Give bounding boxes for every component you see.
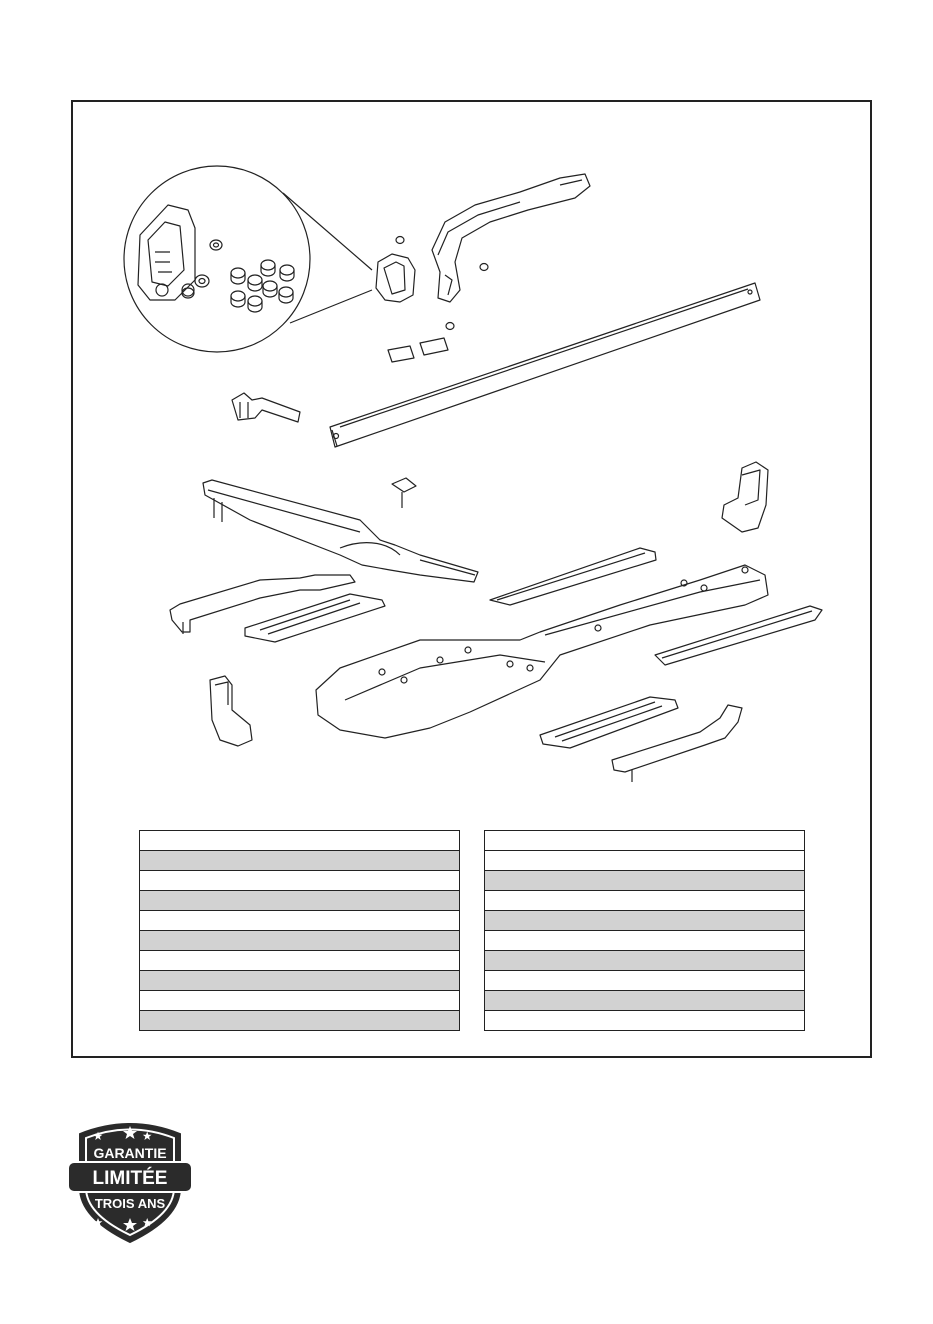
table-row bbox=[140, 851, 459, 871]
angle-fence bbox=[203, 480, 478, 582]
table-row bbox=[140, 931, 459, 951]
tile-pad-right bbox=[540, 697, 678, 748]
tile-pad-left bbox=[245, 594, 385, 642]
parts-table-left bbox=[139, 830, 460, 1031]
table-row bbox=[485, 1011, 804, 1031]
table-row bbox=[140, 891, 459, 911]
table-row bbox=[485, 871, 804, 891]
table-row bbox=[485, 891, 804, 911]
warranty-badge bbox=[68, 1118, 192, 1244]
table-row bbox=[140, 1011, 459, 1031]
table-row bbox=[485, 931, 804, 951]
table-row bbox=[485, 991, 804, 1011]
lock-knob bbox=[392, 478, 416, 508]
parts-table-right bbox=[484, 830, 805, 1031]
upright-support-right bbox=[722, 462, 768, 532]
badge-line-1: GARANTIE bbox=[93, 1145, 167, 1161]
badge-line-3: TROIS ANS bbox=[94, 1196, 166, 1211]
latch-clip bbox=[232, 393, 300, 422]
guide-rail bbox=[330, 283, 760, 447]
table-row bbox=[485, 911, 804, 931]
table-row bbox=[485, 831, 804, 851]
table-row bbox=[140, 871, 459, 891]
slider-blocks bbox=[388, 338, 448, 362]
table-row bbox=[140, 951, 459, 971]
table-row bbox=[485, 951, 804, 971]
table-row bbox=[140, 831, 459, 851]
badge-line-2: LIMITÉE bbox=[92, 1168, 168, 1189]
table-row bbox=[140, 911, 459, 931]
table-row bbox=[140, 991, 459, 1011]
upright-support-left bbox=[210, 676, 252, 746]
rubber-strip-top bbox=[490, 548, 656, 605]
table-row bbox=[485, 971, 804, 991]
table-row bbox=[485, 851, 804, 871]
table-row bbox=[140, 971, 459, 991]
handle-lever bbox=[432, 174, 590, 302]
detail-magnifier bbox=[124, 166, 372, 352]
